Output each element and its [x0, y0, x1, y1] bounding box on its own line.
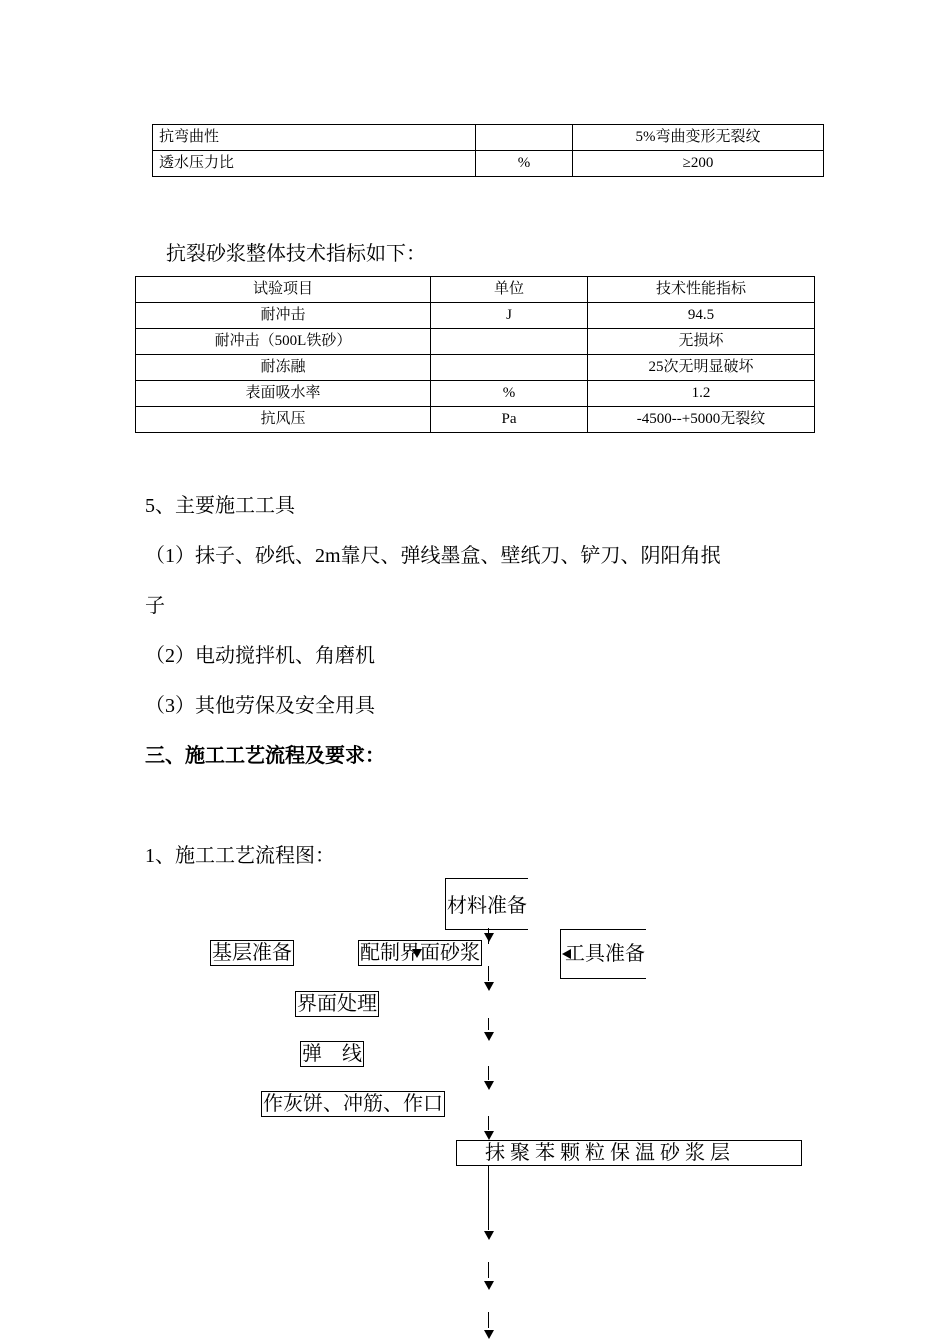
- table-header-unit: 单位: [431, 277, 588, 303]
- tools-heading: 5、主要施工工具: [145, 495, 295, 517]
- arrow-down-icon: [484, 1131, 494, 1140]
- flow-box-tool-prep: 工具准备: [560, 929, 646, 979]
- table-cell-unit: Pa: [431, 407, 588, 433]
- arrow-down-icon: [484, 1281, 494, 1290]
- table-cell-unit: J: [431, 303, 588, 329]
- table-row: [136, 355, 815, 381]
- table-row: [136, 381, 815, 407]
- spec-table: [135, 276, 815, 433]
- table-row: [136, 329, 815, 355]
- tools-item-1-line-1: （1）抹子、砂纸、2m靠尺、弹线墨盒、壁纸刀、铲刀、阴阳角抿: [145, 545, 721, 567]
- arrow-down-icon: [484, 933, 494, 942]
- flow-box-snap-line: 弹 线: [302, 1043, 362, 1065]
- tools-item-1-line-2: 子: [145, 595, 165, 617]
- flow-connector: [488, 1166, 489, 1230]
- arrow-left-icon: [562, 949, 571, 959]
- arrow-down-icon: [484, 1081, 494, 1090]
- table-cell-unit: %: [476, 151, 573, 177]
- table-cell-value: 无损坏: [588, 329, 815, 355]
- arrow-down-icon: [484, 1330, 494, 1339]
- section-3-heading: 三、施工工艺流程及要求：: [145, 745, 385, 767]
- table-row: [136, 407, 815, 433]
- table-cell-unit: [431, 329, 588, 355]
- table-cell-unit: [476, 125, 573, 151]
- flow-connector: [488, 1116, 489, 1130]
- table-header-row: [136, 277, 815, 303]
- table-header-item: 试验项目: [136, 277, 431, 303]
- arrow-down-icon: [412, 949, 422, 958]
- flow-box-interface-treat: 界面处理: [297, 993, 377, 1015]
- table-row: [136, 303, 815, 329]
- arrow-down-icon: [484, 1231, 494, 1240]
- flow-connector: [488, 1066, 489, 1080]
- table-cell-value: 25次无明显破坏: [588, 355, 815, 381]
- table-cell-value: 94.5: [588, 303, 815, 329]
- flow-heading: 1、施工工艺流程图：: [145, 845, 335, 867]
- table-row: [153, 151, 824, 177]
- table-header-value: 技术性能指标: [588, 277, 815, 303]
- table-cell-item: 耐冲击: [136, 303, 431, 329]
- table-cell-item: 表面吸水率: [136, 381, 431, 407]
- table-row: [153, 125, 824, 151]
- spec-intro-text: 抗裂砂浆整体技术指标如下：: [166, 243, 426, 265]
- table-cell-unit: [431, 355, 588, 381]
- table-cell-value: 1.2: [588, 381, 815, 407]
- table-cell-item: 耐冲击（500L铁砂）: [136, 329, 431, 355]
- table-cell-item: 透水压力比: [153, 151, 476, 177]
- flow-connector: [488, 1018, 489, 1030]
- flow-box-insulation-layer: 抹 聚 苯 颗 粒 保 温 砂 浆 层: [456, 1140, 802, 1166]
- flow-box-mix-interface: 配制界面砂浆: [360, 942, 480, 964]
- arrow-down-icon: [484, 982, 494, 991]
- table-cell-item: 抗风压: [136, 407, 431, 433]
- table-cell-value: 5%弯曲变形无裂纹: [573, 125, 824, 151]
- table-cell-value: -4500--+5000无裂纹: [588, 407, 815, 433]
- flow-box-material-prep: 材料准备: [445, 878, 528, 930]
- arrow-down-icon: [484, 1032, 494, 1041]
- table-cell-unit: %: [431, 381, 588, 407]
- tools-item-3: （3）其他劳保及安全用具: [145, 695, 375, 717]
- table-cell-value: ≥200: [573, 151, 824, 177]
- flow-connector: [488, 966, 489, 981]
- table-cell-item: 抗弯曲性: [153, 125, 476, 151]
- tools-item-2: （2）电动搅拌机、角磨机: [145, 645, 375, 667]
- flow-box-plaster-marks: 作灰饼、冲筋、作口: [263, 1093, 443, 1115]
- flow-connector: [488, 1262, 489, 1278]
- properties-table-continued: [152, 124, 824, 177]
- flow-box-base-prep: 基层准备: [212, 942, 292, 964]
- flow-connector: [488, 1312, 489, 1328]
- table-cell-item: 耐冻融: [136, 355, 431, 381]
